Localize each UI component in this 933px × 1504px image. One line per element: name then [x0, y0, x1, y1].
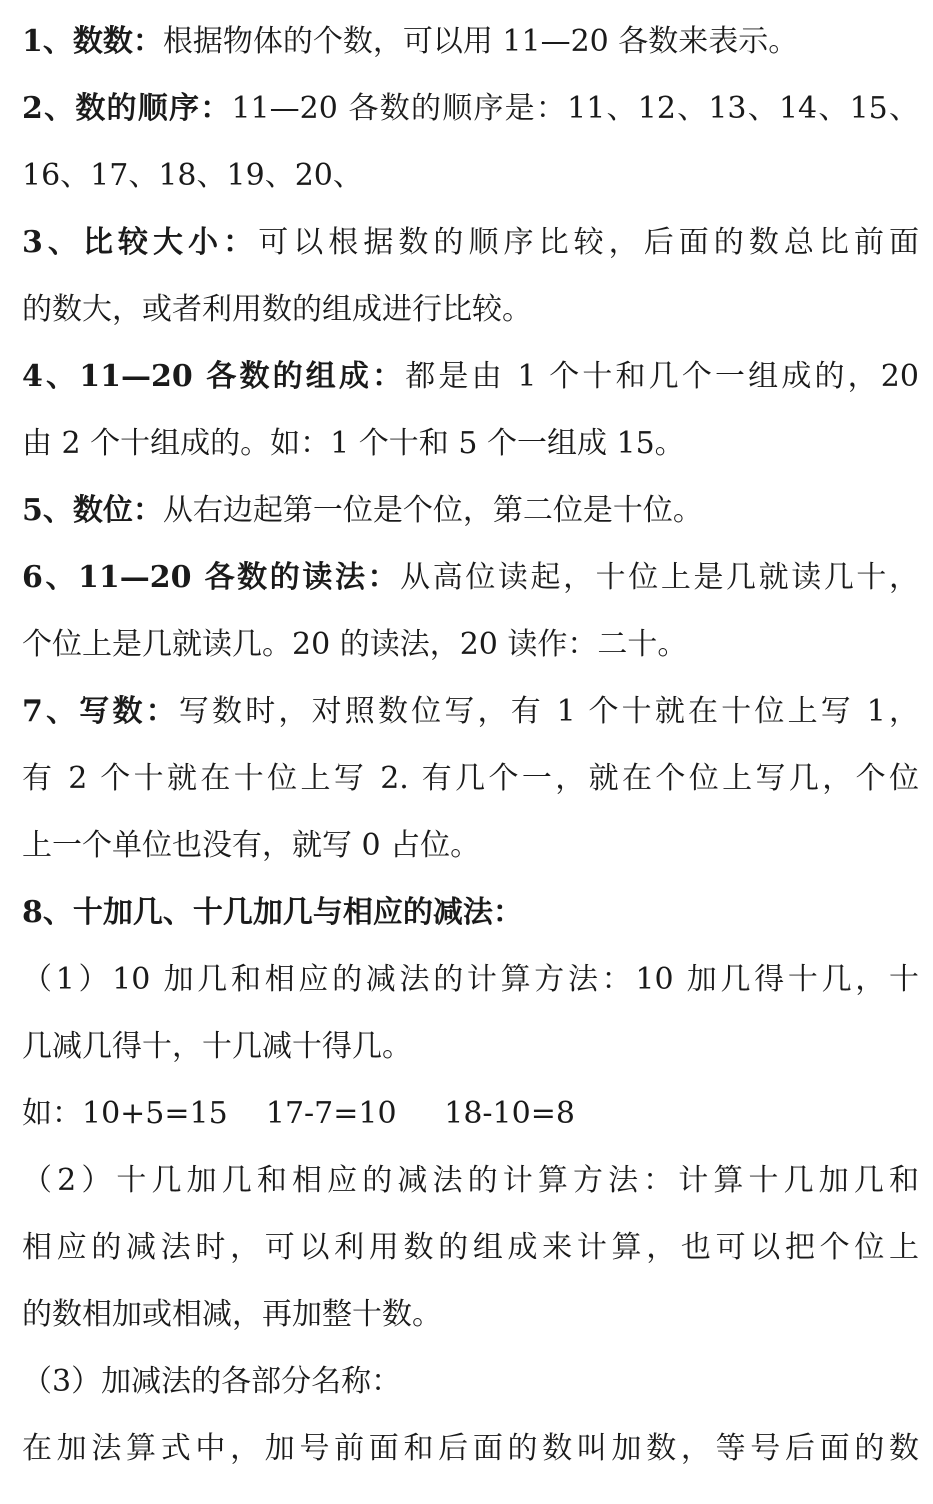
text-line: [22, 822, 919, 870]
text-line: [22, 1224, 919, 1272]
text-line: [22, 1425, 919, 1473]
text-line: [22, 956, 919, 1004]
section-heading: 8、十加几、十几加几与相应的减法：: [22, 895, 523, 930]
text-line: [22, 688, 919, 736]
text-line: [22, 889, 919, 937]
line-text: （1）10 加几和相应的减法的计算方法：10 加几得十几，十: [22, 962, 919, 997]
line-text: 根据物体的个数，可以用 11—20 各数来表示。: [162, 24, 799, 59]
line-text: 个位上是几就读几。20 的读法，20 读作：二十。: [22, 627, 688, 662]
text-line: [22, 286, 919, 334]
line-text: 写数时，对照数位写，有 1 个十就在十位上写 1，: [178, 694, 919, 729]
line-text: 16、17、18、19、20、: [22, 158, 363, 193]
text-line: [22, 554, 919, 602]
line-text: （2）十几加几和相应的减法的计算方法：计算十几加几和: [22, 1163, 919, 1198]
section-heading: 3、比较大小：: [22, 225, 259, 260]
line-text: 如：10+5=15 17-7=10 18-10=8: [22, 1096, 575, 1131]
line-text: 可以根据数的顺序比较，后面的数总比前面: [258, 225, 919, 260]
text-line: [22, 219, 919, 267]
text-line: [22, 18, 919, 66]
text-line: [22, 152, 919, 200]
line-text: 有 2 个十就在十位上写 2. 有几个一，就在个位上写几，个位: [22, 761, 919, 796]
text-line: [22, 1023, 919, 1071]
section-heading: 2、数的顺序：: [22, 91, 232, 126]
text-line: [22, 1291, 919, 1339]
line-text: 相应的减法时，可以利用数的组成来计算，也可以把个位上: [22, 1230, 919, 1265]
section-heading: 6、11—20 各数的读法：: [22, 560, 401, 595]
line-text: 在加法算式中，加号前面和后面的数叫加数，等号后面的数: [22, 1431, 919, 1466]
text-line: [22, 755, 919, 803]
line-text: 的数大，或者利用数的组成进行比较。: [22, 292, 532, 327]
section-heading: 5、数位：: [22, 493, 163, 528]
section-heading: 7、写数：: [22, 694, 179, 729]
line-text: 由 2 个十组成的。如：1 个十和 5 个一组成 15。: [22, 426, 685, 461]
line-text: 上一个单位也没有，就写 0 占位。: [22, 828, 481, 863]
section-heading: 4、11—20 各数的组成：: [22, 359, 406, 394]
text-line: [22, 85, 919, 133]
line-text: 从右边起第一位是个位，第二位是十位。: [162, 493, 703, 528]
line-text: （3）加减法的各部分名称：: [22, 1364, 402, 1399]
text-line: [22, 353, 919, 401]
line-text: 的数相加或相减，再加整十数。: [22, 1297, 442, 1332]
text-line: [22, 487, 919, 535]
text-line: [22, 621, 919, 669]
line-text: 11—20 各数的顺序是：11、12、13、14、15、: [231, 91, 919, 126]
text-line: [22, 420, 919, 468]
text-line: [22, 1090, 919, 1138]
line-text: 几减几得十，十几减十得几。: [22, 1029, 412, 1064]
line-text: 都是由 1 个十和几个一组成的，20: [405, 359, 919, 394]
text-line: [22, 1157, 919, 1205]
line-text: 从高位读起，十位上是几就读几十，: [400, 560, 919, 595]
section-heading: 1、数数：: [22, 24, 163, 59]
text-line: [22, 1358, 919, 1406]
